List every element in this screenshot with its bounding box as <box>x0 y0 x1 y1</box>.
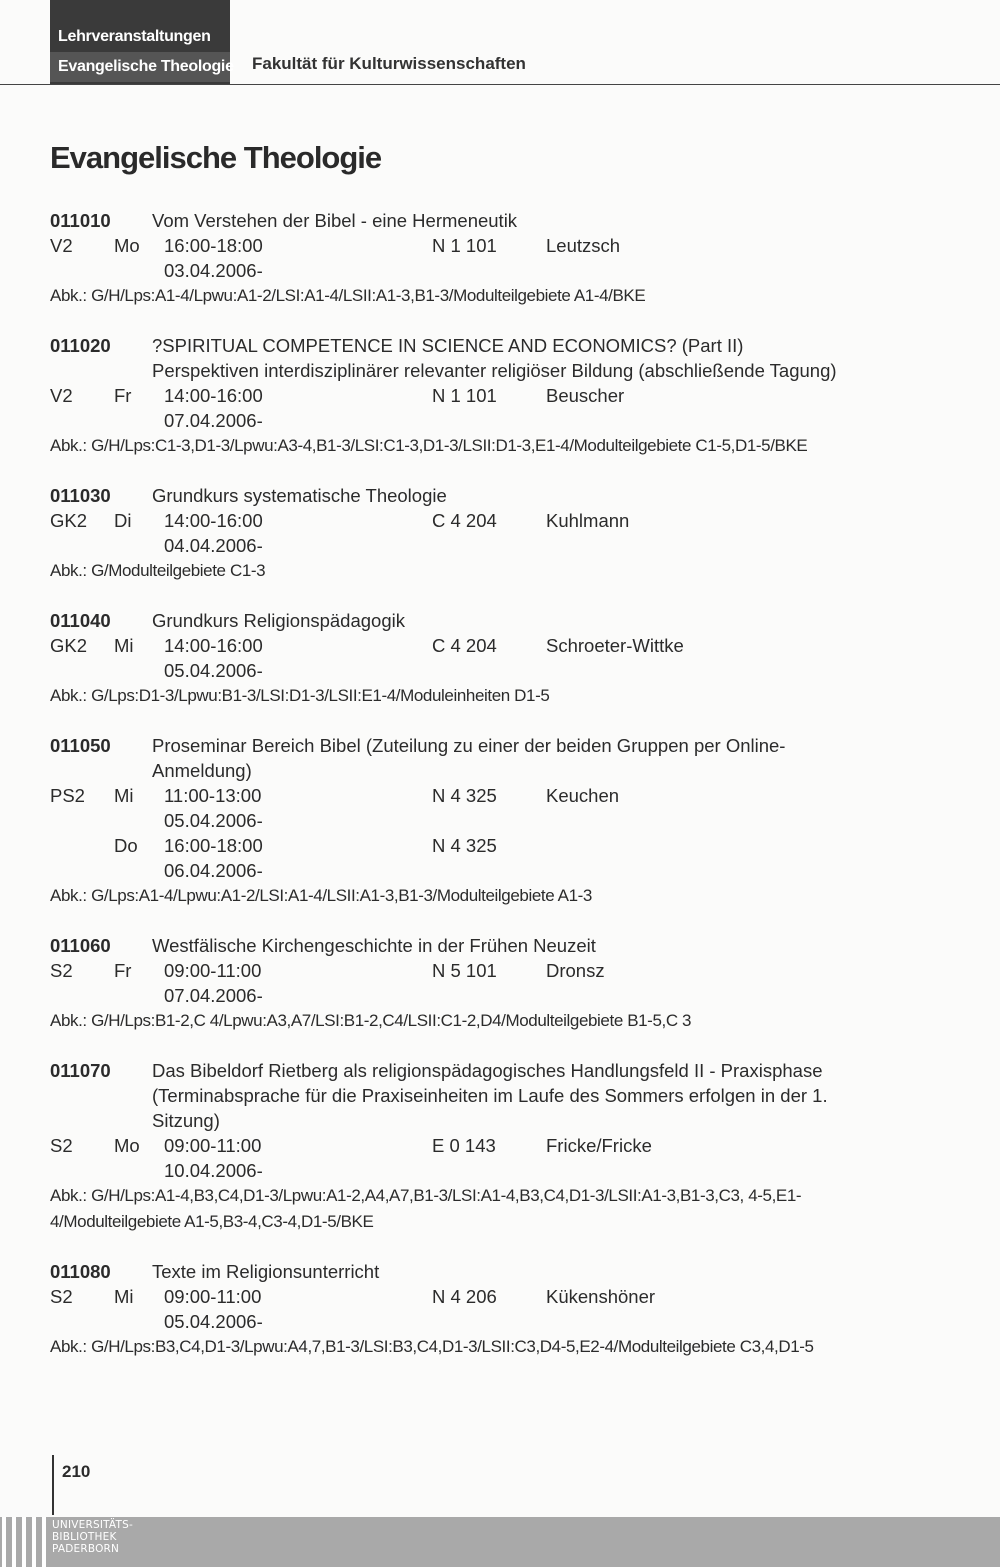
session-time: 14:00-16:00 <box>164 510 263 531</box>
session-room: E 0 143 <box>432 1135 496 1156</box>
session-start-date: 05.04.2006- <box>164 1311 263 1332</box>
session-day: Fr <box>114 385 132 406</box>
section-tab-subject: Evangelische Theologie <box>50 52 230 82</box>
session-start-date: 06.04.2006- <box>164 860 263 881</box>
page-number-bar <box>52 1455 54 1515</box>
header-rule <box>0 84 1000 85</box>
course-header <box>50 733 950 783</box>
session-day: Mo <box>114 1135 140 1156</box>
course-header <box>50 483 950 508</box>
session-time: 09:00-11:00 <box>164 1286 262 1307</box>
course-header <box>50 208 950 233</box>
session-time: 11:00-13:00 <box>164 785 262 806</box>
page-title: Evangelische Theologie <box>50 140 382 175</box>
course-abbreviations: Abk.: G/Lps:D1-3/Lpwu:B1-3/LSI:D1-3/LSII:E1-4/Moduleinheiten D1-5 <box>50 686 550 705</box>
course-title: ?SPIRITUAL COMPETENCE IN SCIENCE AND ECONOMICS? (Part II) Perspektiven interdisziplinärer relevanter religiöser Bildung (abschließende Tagung) <box>152 335 837 381</box>
session-day: Mi <box>114 785 134 806</box>
course-title: Grundkurs Religionspädagogik <box>152 610 405 631</box>
section-tab-category: Lehrveranstaltungen <box>58 28 211 45</box>
session-room: N 1 101 <box>432 385 497 406</box>
course-id: 011040 <box>50 610 111 631</box>
lecturer: Dronsz <box>546 960 605 981</box>
course-header <box>50 933 950 958</box>
session-start-date: 05.04.2006- <box>164 810 263 831</box>
session-time: 14:00-16:00 <box>164 635 263 656</box>
course-abbreviations: Abk.: G/H/Lps:C1-3,D1-3/Lpwu:A3-4,B1-3/LSI:C1-3,D1-3/LSII:D1-3,E1-4/Modulteilgebiete C1-5,D1-5/BKE <box>50 436 808 455</box>
course-title: Proseminar Bereich Bibel (Zuteilung zu einer der beiden Gruppen per Online-Anmeldung) <box>152 735 786 781</box>
session-room: N 1 101 <box>432 235 497 256</box>
session-day: Mi <box>114 635 134 656</box>
session-day: Mo <box>114 235 140 256</box>
session-room: N 4 325 <box>432 785 497 806</box>
course-title: Vom Verstehen der Bibel - eine Hermeneutik <box>152 210 518 231</box>
course-header <box>50 608 950 633</box>
library-logo-icon <box>2 1517 46 1567</box>
session-day: Mi <box>114 1286 134 1307</box>
session-room: N 4 325 <box>432 835 497 856</box>
session-time: 09:00-11:00 <box>164 1135 262 1156</box>
course-title: Texte im Religionsunterricht <box>152 1261 380 1282</box>
course-entry <box>50 483 950 584</box>
session-day: Di <box>114 510 132 531</box>
course-id: 011070 <box>50 1060 111 1081</box>
library-name: UNIVERSITÄTS- BIBLIOTHEK PADERBORN <box>52 1519 133 1555</box>
course-abbreviations: Abk.: G/H/Lps:B3,C4,D1-3/Lpwu:A4,7,B1-3/LSI:B3,C4,D1-3/LSII:C3,D4-5,E2-4/Modulteilgebiete C3,4,D1-5 <box>50 1337 814 1356</box>
session-start-date: 03.04.2006- <box>164 260 263 281</box>
session-room: C 4 204 <box>432 510 497 531</box>
session-start-date: 04.04.2006- <box>164 535 263 556</box>
course-id: 011060 <box>50 935 111 956</box>
course-header <box>50 1058 950 1133</box>
session-row <box>50 633 950 658</box>
session-row <box>50 233 950 258</box>
faculty-heading: Fakultät für Kulturwissenschaften <box>252 54 526 73</box>
section-tab <box>50 0 234 84</box>
lecturer: Kuhlmann <box>546 510 630 531</box>
session-start-date: 07.04.2006- <box>164 985 263 1006</box>
course-id: 011050 <box>50 735 111 756</box>
session-row <box>50 383 950 408</box>
course-entry <box>50 1058 950 1235</box>
course-type: V2 <box>50 385 73 406</box>
lecturer: Leutzsch <box>546 235 621 256</box>
session-row <box>50 833 950 858</box>
course-header <box>50 1259 950 1284</box>
session-day: Do <box>114 835 138 856</box>
course-entry <box>50 333 950 459</box>
course-id: 011030 <box>50 485 111 506</box>
session-room: N 5 101 <box>432 960 497 981</box>
lecturer: Kükenshöner <box>546 1286 656 1307</box>
course-type: GK2 <box>50 510 88 531</box>
library-footer <box>0 1517 1000 1567</box>
course-type: S2 <box>50 1286 73 1307</box>
course-id: 011010 <box>50 210 111 231</box>
course-entry <box>50 733 950 909</box>
course-entry <box>50 208 950 309</box>
session-row <box>50 1133 950 1158</box>
course-type: S2 <box>50 1135 73 1156</box>
page-number: 210 <box>62 1462 91 1481</box>
course-id: 011020 <box>50 335 111 356</box>
course-type: PS2 <box>50 785 85 806</box>
session-time: 16:00-18:00 <box>164 835 263 856</box>
session-start-date: 10.04.2006- <box>164 1160 263 1181</box>
course-abbreviations: Abk.: G/H/Lps:A1-4/Lpwu:A1-2/LSI:A1-4/LSII:A1-3,B1-3/Modulteilgebiete A1-4/BKE <box>50 286 646 305</box>
course-entry <box>50 1259 950 1360</box>
course-abbreviations: Abk.: G/H/Lps:A1-4,B3,C4,D1-3/Lpwu:A1-2,A4,A7,B1-3/LSI:A1-4,B3,C4,D1-3/LSII:A1-3,B1-3,C3, 4-5,E1-4/Modulteilgebiete A1-5,B3-4,C3-4,D1-5/BKE <box>50 1186 802 1231</box>
course-id: 011080 <box>50 1261 111 1282</box>
session-room: N 4 206 <box>432 1286 497 1307</box>
session-start-date: 05.04.2006- <box>164 660 263 681</box>
course-title: Das Bibeldorf Rietberg als religionspädagogisches Handlungsfeld II - Praxisphase (Terminabsprache für die Praxiseinheiten im Laufe des Sommers erfolgen in der 1. Sitzung) <box>152 1060 828 1131</box>
course-abbreviations: Abk.: G/Modulteilgebiete C1-3 <box>50 561 266 580</box>
course-entry <box>50 933 950 1034</box>
course-list <box>50 208 950 1384</box>
session-row <box>50 783 950 808</box>
course-type: V2 <box>50 235 73 256</box>
session-room: C 4 204 <box>432 635 497 656</box>
course-title: Grundkurs systematische Theologie <box>152 485 447 506</box>
course-type <box>50 833 114 858</box>
lecturer: Keuchen <box>546 785 620 806</box>
lecturer: Beuscher <box>546 385 625 406</box>
session-row <box>50 508 950 533</box>
course-title: Westfälische Kirchengeschichte in der Frühen Neuzeit <box>152 935 596 956</box>
lecturer: Schroeter-Wittke <box>546 635 684 656</box>
course-type: GK2 <box>50 635 88 656</box>
course-abbreviations: Abk.: G/H/Lps:B1-2,C 4/Lpwu:A3,A7/LSI:B1-2,C4/LSII:C1-2,D4/Modulteilgebiete B1-5,C 3 <box>50 1011 692 1030</box>
session-row <box>50 958 950 983</box>
lecturer: Fricke/Fricke <box>546 1135 652 1156</box>
course-header <box>50 333 950 383</box>
session-time: 14:00-16:00 <box>164 385 263 406</box>
course-abbreviations: Abk.: G/Lps:A1-4/Lpwu:A1-2/LSI:A1-4/LSII:A1-3,B1-3/Modulteilgebiete A1-3 <box>50 886 592 905</box>
course-entry <box>50 608 950 709</box>
session-row <box>50 1284 950 1309</box>
course-type: S2 <box>50 960 73 981</box>
session-time: 16:00-18:00 <box>164 235 263 256</box>
session-start-date: 07.04.2006- <box>164 410 263 431</box>
session-time: 09:00-11:00 <box>164 960 262 981</box>
session-day: Fr <box>114 960 132 981</box>
